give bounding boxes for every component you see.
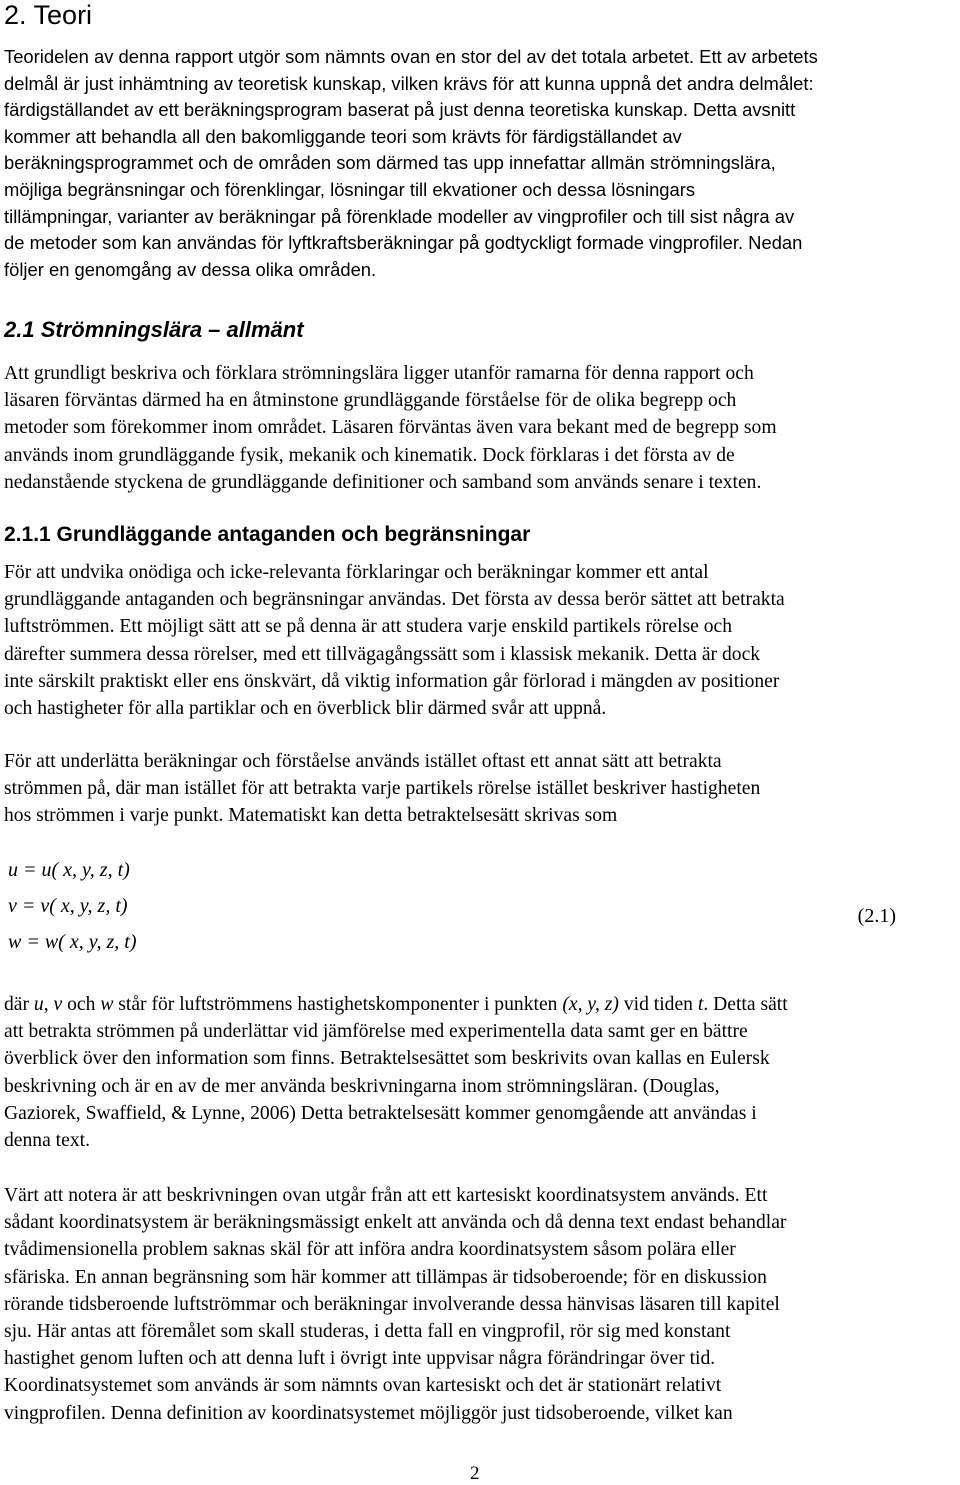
intro-paragraph [4, 44, 956, 283]
paragraph-line: Att grundligt beskriva och förklara strömningslära ligger utanför ramarna för denna rapport och [4, 363, 754, 384]
paragraph-line: sådant koordinatsystem är beräkningsmässigt enkelt att använda och då denna text endast behandlar [4, 1212, 787, 1234]
text-run: och [62, 994, 101, 1015]
chapter-heading: 2. Teori [4, 0, 93, 30]
paragraph-line: För att undvika onödiga och icke-relevanta förklaringar och beräkningar kommer ett antal [4, 562, 709, 583]
paragraph-line: Koordinatsystemet som används är som nämnts ovan kartesiskt och det är stationärt relativt [4, 1375, 722, 1397]
paragraph-line: kommer att behandla all den bakomliggande teori som krävts för färdigställandet av [4, 125, 682, 147]
paragraph-line: delmål är just inhämtning av teoretisk kunskap, vilken krävs för att kunna uppnå det andra delmålet: [4, 72, 814, 94]
paragraph-line: de metoder som kan användas för lyftkraftsberäkningar på godtyckligt formade vingprofiler. Nedan [4, 232, 803, 254]
paragraph-line: tvådimensionella problem saknas skäl för att införa andra koordinatsystem såsom polära eller [4, 1239, 736, 1261]
paragraph-line: strömmen på, där man istället för att betrakta varje partikels rörelse istället beskriver hastigheten [4, 778, 761, 800]
paragraph-line: möjliga begränsningar och förenklingar, lösningar till ekvationer och dessa lösningars [4, 178, 696, 200]
subsection-paragraph [4, 991, 956, 1154]
equation-block [8, 855, 948, 965]
paragraph-line: hos strömmen i varje punkt. Matematiskt kan detta betraktelsesätt skrivas som [4, 805, 618, 827]
paragraph-line: inte särskilt praktiskt eller ens önskvärt, då viktig information går förlorad i mängden av positioner [4, 670, 780, 692]
paragraph-line: används inom grundläggande fysik, mekanik och kinematik. Dock förklaras i det första av de [4, 444, 735, 466]
variable-w: w [100, 994, 114, 1015]
variable-v: v [53, 994, 63, 1015]
text-run: står för luftströmmens hastighetskomponenter i punkten [113, 994, 563, 1015]
paragraph-line: färdigställandet av ett beräkningsprogram baserat på just denna teoretiska kunskap. Detta avsnitt [4, 99, 796, 121]
paragraph-line: sju. Här antas att föremålet som skall studeras, i detta fall en vingprofil, rör sig med konstant [4, 1321, 731, 1343]
variable-xyz: (x, y, z) [562, 994, 619, 1015]
paragraph-line: nedanstående styckena de grundläggande definitioner och samband som används senare i texten. [4, 471, 762, 493]
paragraph-line: hastighet genom luften och att denna luft i övrigt inte uppvisar några förändringar över tid. [4, 1348, 716, 1370]
paragraph-line: att betrakta strömmen på underlättar vid jämförelse med experimentella data samt ger en bättre [4, 1021, 748, 1043]
paragraph-line: sfäriska. En annan begränsning som här kommer att tillämpas är tidsoberoende; för en diskussion [4, 1266, 767, 1288]
paragraph-line: beskrivning och är en av de mer använda beskrivningarna inom strömningsläran. (Douglas, [4, 1075, 720, 1097]
paragraph-line: beräkningsprogrammet och de områden som därmed tas upp innefattar allmän strömningslära, [4, 152, 776, 174]
subsection-paragraph [4, 559, 956, 722]
paragraph-line: denna text. [4, 1130, 90, 1152]
text-run: vid tiden [618, 994, 698, 1015]
paragraph-line: följer en genomgång av dessa olika områden. [4, 258, 377, 280]
subsection-paragraph [4, 748, 956, 830]
paragraph-line: läsaren förväntas därmed ha en åtminstone grundläggande förståelse för de olika begrepp och [4, 390, 737, 412]
paragraph-line: överblick över den information som finns. Betraktelsesättet som beskrivits ovan kallas en Eulersk [4, 1048, 770, 1070]
text-run: där [4, 994, 34, 1015]
variable-t: t [697, 994, 704, 1015]
equation-line: v = v( x, y, z, t) [8, 895, 128, 917]
section-heading: 2.1 Strömningslära – allmänt [4, 317, 304, 342]
variable-u: u [33, 994, 44, 1015]
paragraph-line: Gaziorek, Swaffield, & Lynne, 2006) Detta betraktelsesätt kommer genomgående att användas i [4, 1102, 757, 1124]
paragraph-line: och hastigheter för alla partiklar och en överblick blir därmed svår att uppnå. [4, 698, 607, 720]
equation-number: (2.1) [857, 905, 896, 927]
paragraph-line: metoder som förekommer inom området. Läsaren förväntas även vara bekant med de begrepp som [4, 417, 777, 439]
text-run: . Detta sätt [703, 994, 788, 1015]
paragraph-line [4, 991, 956, 1018]
paragraph-line: tillämpningar, varianter av beräkningar på förenklade modeller av vingprofiler och till sist några av [4, 205, 795, 227]
equation-line: u = u( x, y, z, t) [8, 859, 130, 881]
paragraph-line: rörande tidsberoende luftströmmar och beräkningar involverande dessa hänvisas läsaren till kapitel [4, 1293, 780, 1315]
equation-line: w = w( x, y, z, t) [8, 931, 137, 953]
text-run: , [43, 994, 54, 1015]
paragraph-line: grundläggande antaganden och begränsningar användas. Det första av dessa berör sättet att betrakta [4, 589, 785, 611]
paragraph-line: vingprofilen. Denna definition av koordinatsystemet möjliggör just tidsoberoende, vilket kan [4, 1402, 733, 1424]
paragraph-line: För att underlätta beräkningar och förståelse används istället oftast ett annat sätt att betrakta [4, 751, 722, 772]
page-number: 2 [470, 1463, 480, 1484]
paragraph-line: Värt att notera är att beskrivningen ovan utgår från att ett kartesiskt koordinatsystem används. Ett [4, 1185, 768, 1206]
subsection-paragraph [4, 1182, 956, 1427]
paragraph-line: Teoridelen av denna rapport utgör som nämnts ovan en stor del av det totala arbetet. Ett av arbetets [4, 46, 818, 67]
paragraph-line: luftströmmen. Ett möjligt sätt att se på denna är att studera varje enskild partikels rörelse och [4, 616, 733, 638]
subsection-heading: 2.1.1 Grundläggande antaganden och begränsningar [4, 523, 531, 546]
section-paragraph [4, 360, 956, 496]
paragraph-line: därefter summera dessa rörelser, med ett tillvägagångssätt som i klassisk mekanik. Detta är dock [4, 643, 761, 665]
